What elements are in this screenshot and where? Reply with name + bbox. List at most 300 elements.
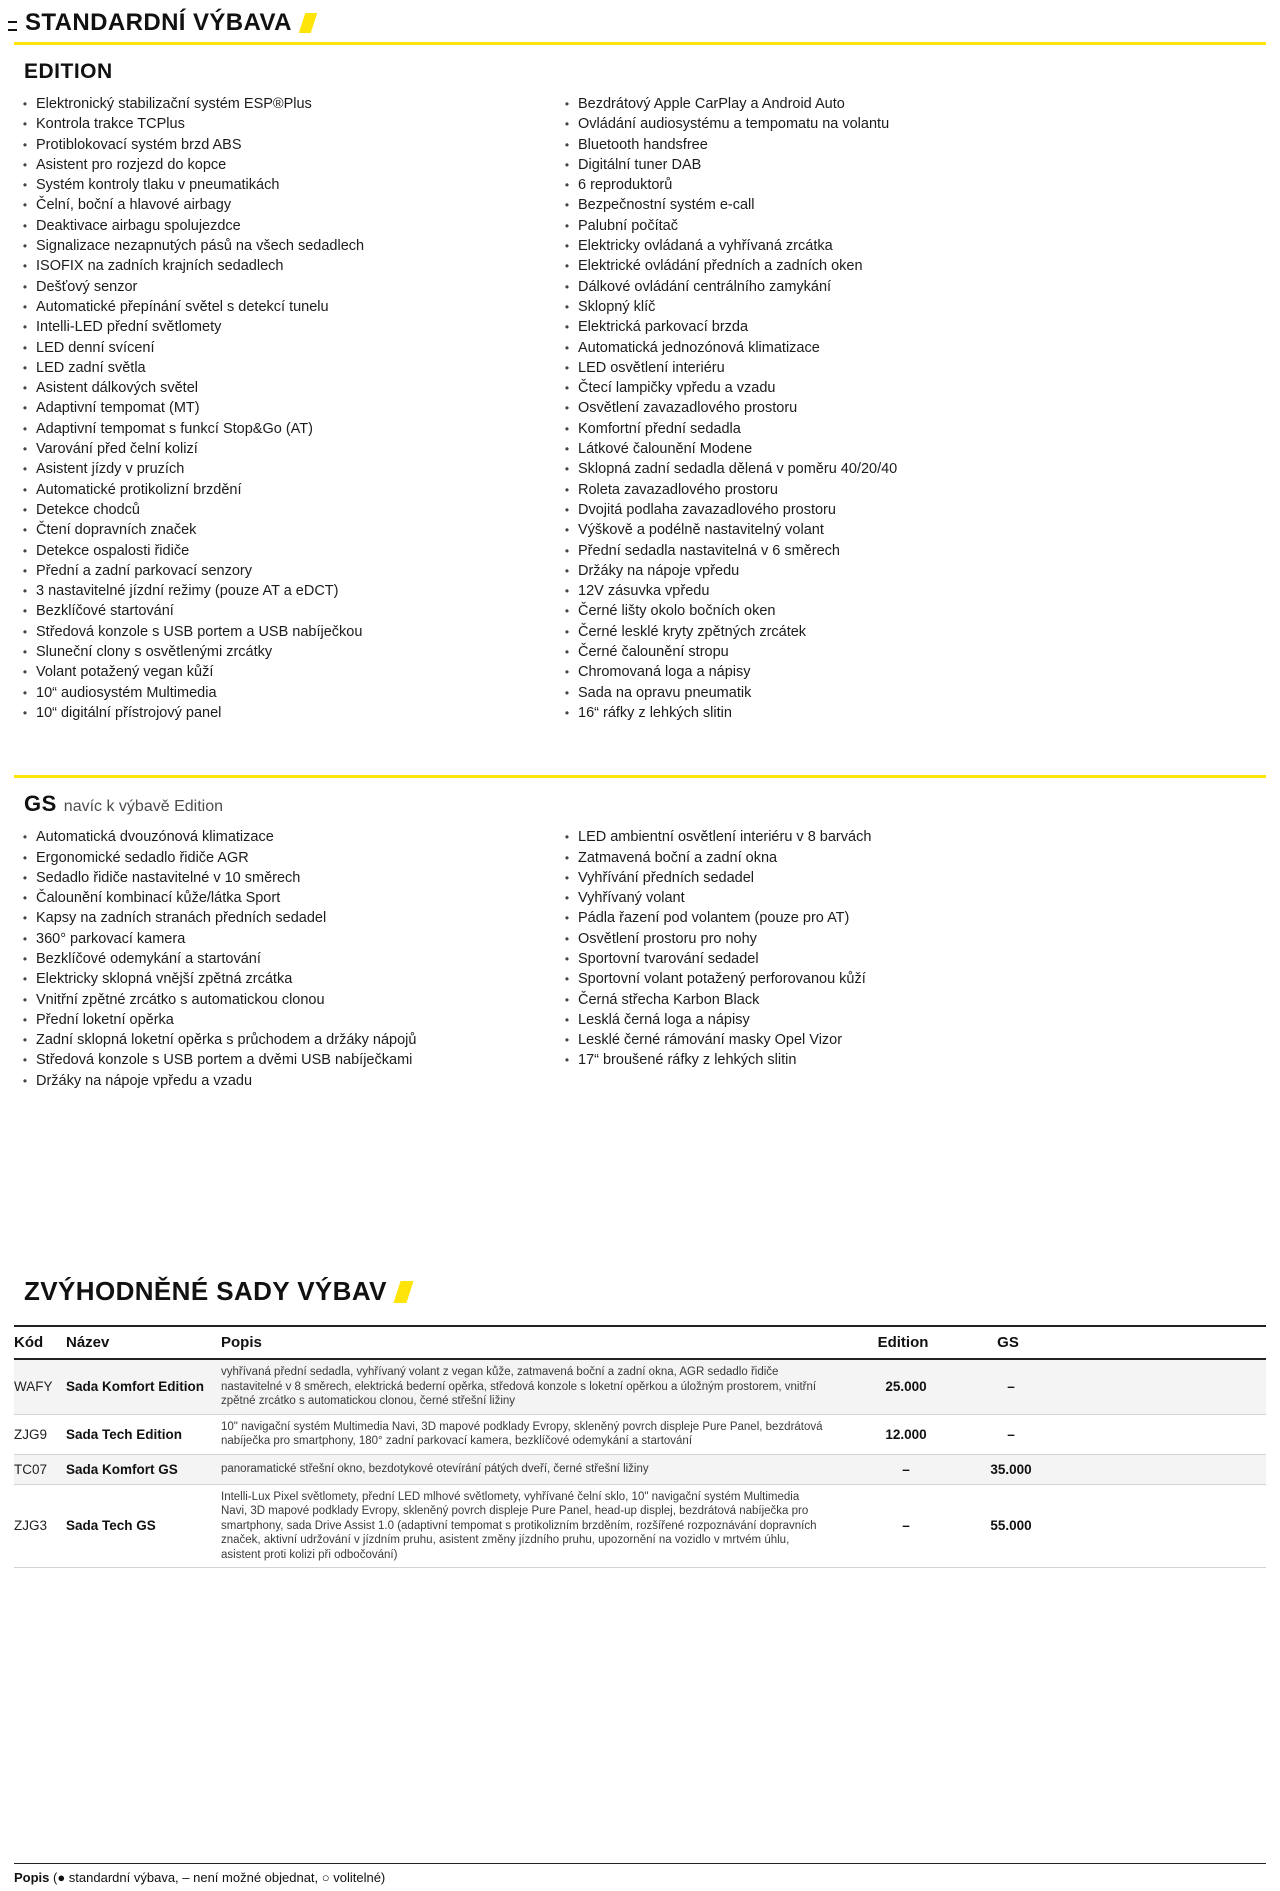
equipment-item-label: 16“ ráfky z lehkých slitin <box>578 704 732 721</box>
equipment-item-label: Signalizace nezapnutých pásů na všech sedadlech <box>36 238 365 255</box>
equipment-item <box>556 297 1266 317</box>
column-header-spacer <box>1051 1326 1266 1359</box>
bullet-icon: • <box>22 705 28 720</box>
bullet-icon: • <box>22 992 28 1007</box>
bullet-icon: • <box>564 1053 570 1068</box>
equipment-item-label: Lesklé černé rámování masky Opel Vizor <box>578 1032 843 1049</box>
equipment-item <box>556 256 1266 276</box>
bullet-icon: • <box>564 685 570 700</box>
column-header-edition: Edition <box>841 1326 971 1359</box>
equipment-item-label: Dešťový senzor <box>36 278 138 295</box>
bullet-icon: • <box>564 401 570 416</box>
bullet-icon: • <box>564 563 570 578</box>
column-header-popis: Popis <box>221 1326 841 1359</box>
equipment-item-label: Sedadlo řidiče nastavitelné v 10 směrech <box>36 869 301 886</box>
equipment-item-label: Adaptivní tempomat (MT) <box>36 400 200 417</box>
equipment-item-label: Sportovní tvarování sedadel <box>578 950 759 967</box>
equipment-item <box>556 135 1266 155</box>
bullet-icon: • <box>22 178 28 193</box>
equipment-item <box>14 622 556 642</box>
equipment-item-label: 6 reproduktorů <box>578 177 673 194</box>
package-price-gs: – <box>971 1414 1051 1454</box>
package-row <box>14 1359 1266 1414</box>
equipment-item-label: LED ambientní osvětlení interiéru v 8 barvách <box>578 829 872 846</box>
packages-table <box>14 1325 1266 1568</box>
equipment-item-label: Elektrické ovládání předních a zadních oken <box>578 258 863 275</box>
bullet-icon: • <box>564 299 570 314</box>
equipment-item-label: LED osvětlení interiéru <box>578 359 725 376</box>
equipment-item <box>14 848 556 868</box>
bullet-icon: • <box>22 624 28 639</box>
bullet-icon: • <box>564 259 570 274</box>
equipment-item <box>14 114 556 134</box>
bullet-icon: • <box>22 850 28 865</box>
equipment-item <box>14 581 556 601</box>
package-name: Sada Tech Edition <box>66 1414 221 1454</box>
equipment-item <box>14 1071 556 1091</box>
equipment-item <box>556 622 1266 642</box>
equipment-item-label: Černé lišty okolo bočních oken <box>578 603 776 620</box>
bullet-icon: • <box>22 259 28 274</box>
equipment-item <box>14 561 556 581</box>
package-price-edition: 25.000 <box>841 1359 971 1414</box>
edition-left-column <box>14 94 556 723</box>
equipment-item-label: Roleta zavazadlového prostoru <box>578 481 778 498</box>
gs-heading <box>0 778 1280 819</box>
bullet-icon: • <box>22 1012 28 1027</box>
package-price-edition: 12.000 <box>841 1414 971 1454</box>
equipment-item <box>556 277 1266 297</box>
equipment-item-label: Volant potažený vegan kůží <box>36 664 214 681</box>
equipment-item-label: 10“ audiosystém Multimedia <box>36 684 217 701</box>
equipment-item <box>556 1050 1266 1070</box>
equipment-item-label: 3 nastavitelné jízdní režimy (pouze AT a eDCT) <box>36 583 339 600</box>
equipment-item-label: Automatické protikolizní brzdění <box>36 481 242 498</box>
spacer-cell <box>1051 1484 1266 1568</box>
equipment-item-label: Asistent pro rozjezd do kopce <box>36 156 227 173</box>
bullet-icon: • <box>22 645 28 660</box>
bullet-icon: • <box>564 584 570 599</box>
equipment-item <box>14 969 556 989</box>
package-description: panoramatické střešní okno, bezdotykové otevírání pátých dveří, černé střešní ližiny <box>221 1454 841 1484</box>
package-price-gs: 35.000 <box>971 1454 1051 1484</box>
equipment-item <box>556 338 1266 358</box>
equipment-item-label: Elektronický stabilizační systém ESP®Plus <box>36 96 312 112</box>
equipment-item <box>14 908 556 928</box>
bullet-icon: • <box>564 665 570 680</box>
legend-footer <box>14 1863 1266 1885</box>
packages-table-head <box>14 1326 1266 1359</box>
bullet-icon: • <box>22 320 28 335</box>
equipment-item <box>556 358 1266 378</box>
equipment-item <box>556 541 1266 561</box>
equipment-item-label: Čtecí lampičky vpředu a vzadu <box>578 380 776 397</box>
equipment-item <box>14 642 556 662</box>
equipment-item <box>14 338 556 358</box>
bullet-icon: • <box>564 830 570 845</box>
bullet-icon: • <box>22 381 28 396</box>
bullet-icon: • <box>22 218 28 233</box>
equipment-item <box>14 175 556 195</box>
equipment-item-label: Osvětlení prostoru pro nohy <box>578 930 757 947</box>
bullet-icon: • <box>564 604 570 619</box>
edition-right-column <box>556 94 1266 723</box>
bullet-icon: • <box>22 685 28 700</box>
equipment-item <box>556 581 1266 601</box>
equipment-item <box>14 155 556 175</box>
equipment-item-label: 12V zásuvka vpředu <box>578 583 710 600</box>
equipment-item-label: Dvojitá podlaha zavazadlového prostoru <box>578 501 836 518</box>
equipment-item-label: Protiblokovací systém brzd ABS <box>36 136 242 153</box>
gs-heading-suffix: navíc k výbavě Edition <box>63 798 223 816</box>
equipment-item-label: Zatmavená boční a zadní okna <box>578 849 778 866</box>
equipment-item <box>14 94 556 114</box>
bullet-icon: • <box>564 911 570 926</box>
equipment-item <box>14 358 556 378</box>
equipment-item-label: Přední a zadní parkovací senzory <box>36 562 253 579</box>
bullet-icon: • <box>22 604 28 619</box>
equipment-item-label: Bezklíčové odemykání a startování <box>36 950 261 967</box>
equipment-item-label: Adaptivní tempomat s funkcí Stop&Go (AT) <box>36 420 313 437</box>
equipment-item <box>556 195 1266 215</box>
equipment-item-label: Vyhřívání předních sedadel <box>578 869 754 886</box>
equipment-item <box>556 1010 1266 1030</box>
gs-heading-title: GS <box>24 791 57 817</box>
equipment-item <box>556 703 1266 723</box>
bullet-icon: • <box>22 931 28 946</box>
column-header-gs: GS <box>971 1326 1051 1359</box>
bullet-icon: • <box>22 279 28 294</box>
bullet-icon: • <box>564 850 570 865</box>
spacer-cell <box>1051 1414 1266 1454</box>
equipment-item <box>14 277 556 297</box>
package-code: TC07 <box>14 1454 66 1484</box>
equipment-item-label: Čelní, boční a hlavové airbagy <box>36 197 232 214</box>
column-header-kod: Kód <box>14 1326 66 1359</box>
edition-section <box>0 45 1280 723</box>
equipment-item-label: Osvětlení zavazadlového prostoru <box>578 400 798 417</box>
equipment-item <box>14 459 556 479</box>
bullet-icon: • <box>564 320 570 335</box>
bullet-icon: • <box>22 137 28 152</box>
package-description: 10" navigační systém Multimedia Navi, 3D mapové podklady Evropy, skleněný povrch displeje Pure Panel, bezdrátová nabíječka pro smartphony, 180° zadní parkovací kamera, bezklíčové odemykání a startování <box>221 1414 841 1454</box>
bullet-icon: • <box>564 523 570 538</box>
package-row <box>14 1484 1266 1568</box>
gs-columns <box>0 819 1280 1091</box>
equipment-item-label: Pádla řazení pod volantem (pouze pro AT) <box>578 910 850 927</box>
equipment-item-label: Palubní počítač <box>578 217 678 234</box>
equipment-item <box>14 216 556 236</box>
bullet-icon: • <box>564 97 570 111</box>
equipment-item-label: Sklopný klíč <box>578 298 656 315</box>
gs-left-column <box>14 827 556 1091</box>
equipment-item <box>14 601 556 621</box>
bullet-icon: • <box>564 442 570 457</box>
equipment-item <box>556 94 1266 114</box>
equipment-item-label: 360° parkovací kamera <box>36 930 186 947</box>
edition-columns <box>0 86 1280 723</box>
equipment-item-label: Komfortní přední sedadla <box>578 420 741 437</box>
bullet-icon: • <box>22 1033 28 1048</box>
package-price-gs: – <box>971 1359 1051 1414</box>
equipment-item-label: Asistent dálkových světel <box>36 380 198 397</box>
package-description: Intelli-Lux Pixel světlomety, přední LED mlhové světlomety, vyhřívané čelní sklo, 10" navigační systém Multimedia Navi, 3D mapové podklady Evropy, skleněný povrch displeje Pure Panel, head-up displej, bezdrátová nabíječka pro smartphony, sada Drive Assist 1.0 (adaptivní tempomat s protikolizním brzděním, rozšířené rozpoznávání dopravních značek, aktivní udržování v jízdním pruhu, asistent změny jízdního pruhu, upozornění na vozidlo v mrtvém úhlu, asistent proti kolizi při odbočování) <box>221 1484 841 1568</box>
bullet-icon: • <box>564 117 570 132</box>
package-row <box>14 1454 1266 1484</box>
bullet-icon: • <box>564 239 570 254</box>
equipment-item-label: Středová konzole s USB portem a dvěmi USB nabíječkami <box>36 1052 413 1069</box>
equipment-item <box>556 908 1266 928</box>
equipment-item-label: Lesklá černá loga a nápisy <box>578 1011 750 1028</box>
edition-left-list <box>14 94 556 723</box>
equipment-item-label: Černé čalounění stropu <box>578 644 729 661</box>
equipment-item <box>14 398 556 418</box>
equipment-item-label: Vnitřní zpětné zrcátko s automatickou clonou <box>36 991 325 1008</box>
equipment-item <box>14 520 556 540</box>
bullet-icon: • <box>564 645 570 660</box>
gs-section <box>0 778 1280 1091</box>
equipment-item <box>556 868 1266 888</box>
equipment-item-label: Automatické přepínání světel s detekcí tunelu <box>36 298 329 315</box>
equipment-item <box>14 541 556 561</box>
equipment-item-label: Černá střecha Karbon Black <box>578 991 760 1008</box>
equipment-item <box>14 439 556 459</box>
equipment-item-label: Bezpečnostní systém e-call <box>578 197 755 214</box>
page-corner-mark-icon <box>8 21 17 31</box>
bullet-icon: • <box>564 951 570 966</box>
equipment-item <box>556 888 1266 908</box>
equipment-item-label: Bezdrátový Apple CarPlay a Android Auto <box>578 96 845 112</box>
equipment-item <box>556 500 1266 520</box>
bullet-icon: • <box>22 1053 28 1068</box>
equipment-item <box>14 888 556 908</box>
equipment-item-label: Elektricky sklopná vnější zpětná zrcátka <box>36 971 293 988</box>
bullet-icon: • <box>22 1073 28 1088</box>
legend-text: (● standardní výbava, – není možné objednat, ○ volitelné) <box>49 1870 386 1885</box>
equipment-item-label: Bezklíčové startování <box>36 603 174 620</box>
accent-slash-icon <box>393 1281 413 1303</box>
packages-header <box>0 1091 1280 1307</box>
package-price-gs: 55.000 <box>971 1484 1051 1568</box>
bullet-icon: • <box>22 911 28 926</box>
bullet-icon: • <box>564 624 570 639</box>
bullet-icon: • <box>564 870 570 885</box>
equipment-item-label: Látkové čalounění Modene <box>578 441 753 458</box>
equipment-item-label: Digitální tuner DAB <box>578 156 702 173</box>
equipment-item <box>14 1010 556 1030</box>
package-price-edition: – <box>841 1484 971 1568</box>
bullet-icon: • <box>22 584 28 599</box>
equipment-item-label: Přední loketní opěrka <box>36 1011 174 1028</box>
spacer-cell <box>1051 1454 1266 1484</box>
equipment-item <box>14 135 556 155</box>
equipment-item <box>14 480 556 500</box>
equipment-item <box>14 949 556 969</box>
edition-right-list <box>556 94 1266 723</box>
equipment-item-label: Varování před čelní kolizí <box>36 441 198 458</box>
equipment-item <box>556 419 1266 439</box>
bullet-icon: • <box>564 482 570 497</box>
equipment-item <box>14 683 556 703</box>
equipment-item <box>556 929 1266 949</box>
equipment-item-label: Chromovaná loga a nápisy <box>578 664 751 681</box>
bullet-icon: • <box>564 178 570 193</box>
equipment-item <box>556 114 1266 134</box>
equipment-item-label: Čtení dopravních značek <box>36 522 197 539</box>
equipment-item-label: Deaktivace airbagu spolujezdce <box>36 217 241 234</box>
equipment-item-label: 10“ digitální přístrojový panel <box>36 704 222 721</box>
bullet-icon: • <box>564 502 570 517</box>
column-header-nazev: Název <box>66 1326 221 1359</box>
bullet-icon: • <box>564 157 570 172</box>
bullet-icon: • <box>564 1012 570 1027</box>
equipment-item <box>556 520 1266 540</box>
equipment-item-label: Intelli-LED přední světlomety <box>36 319 222 336</box>
equipment-item-label: Automatická jednozónová klimatizace <box>578 339 820 356</box>
gs-left-list <box>14 827 556 1091</box>
equipment-item <box>556 398 1266 418</box>
equipment-item-label: Systém kontroly tlaku v pneumatikách <box>36 177 280 194</box>
bullet-icon: • <box>564 1033 570 1048</box>
equipment-item <box>556 642 1266 662</box>
equipment-item-label: Ergonomické sedadlo řidiče AGR <box>36 849 249 866</box>
bullet-icon: • <box>22 482 28 497</box>
equipment-item-label: Automatická dvouzónová klimatizace <box>36 829 274 846</box>
equipment-item <box>556 662 1266 682</box>
bullet-icon: • <box>22 951 28 966</box>
packages-table-body <box>14 1359 1266 1568</box>
bullet-icon: • <box>22 891 28 906</box>
equipment-item <box>14 256 556 276</box>
package-price-edition: – <box>841 1454 971 1484</box>
equipment-item <box>556 216 1266 236</box>
bullet-icon: • <box>22 462 28 477</box>
equipment-item <box>556 848 1266 868</box>
bullet-icon: • <box>564 381 570 396</box>
equipment-item-label: Sada na opravu pneumatik <box>578 684 752 701</box>
bullet-icon: • <box>22 340 28 355</box>
equipment-item <box>556 990 1266 1010</box>
bullet-icon: • <box>22 421 28 436</box>
equipment-item <box>556 378 1266 398</box>
spacer-cell <box>1051 1359 1266 1414</box>
bullet-icon: • <box>22 563 28 578</box>
packages-header-row <box>14 1326 1266 1359</box>
equipment-item <box>556 439 1266 459</box>
bullet-icon: • <box>564 931 570 946</box>
equipment-item-label: Sklopná zadní sedadla dělená v poměru 40/20/40 <box>578 461 898 478</box>
equipment-item-label: Kontrola trakce TCPlus <box>36 116 185 133</box>
bullet-icon: • <box>564 972 570 987</box>
bullet-icon: • <box>22 665 28 680</box>
bullet-icon: • <box>564 543 570 558</box>
equipment-item <box>556 683 1266 703</box>
bullet-icon: • <box>22 830 28 845</box>
equipment-item <box>14 500 556 520</box>
bullet-icon: • <box>22 117 28 132</box>
bullet-icon: • <box>22 97 28 111</box>
packages-title: ZVÝHODNĚNÉ SADY VÝBAV <box>24 1276 387 1307</box>
equipment-item-label: Kapsy na zadních stranách předních sedadel <box>36 910 327 927</box>
package-code: ZJG9 <box>14 1414 66 1454</box>
bullet-icon: • <box>22 502 28 517</box>
bullet-icon: • <box>22 442 28 457</box>
equipment-item-label: Dálkové ovládání centrálního zamykání <box>578 278 832 295</box>
equipment-item-label: Středová konzole s USB portem a USB nabíječkou <box>36 623 363 640</box>
bullet-icon: • <box>564 198 570 213</box>
package-name: Sada Komfort Edition <box>66 1359 221 1414</box>
package-row <box>14 1414 1266 1454</box>
page-title: STANDARDNÍ VÝBAVA <box>25 9 292 36</box>
legend-label: Popis <box>14 1870 50 1885</box>
equipment-item-label: LED zadní světla <box>36 359 146 376</box>
bullet-icon: • <box>564 340 570 355</box>
equipment-item <box>556 1030 1266 1050</box>
equipment-item <box>556 317 1266 337</box>
equipment-item <box>14 990 556 1010</box>
equipment-item <box>14 1050 556 1070</box>
equipment-item-label: Asistent jízdy v pruzích <box>36 461 185 478</box>
bullet-icon: • <box>564 137 570 152</box>
equipment-item <box>556 949 1266 969</box>
equipment-item <box>14 236 556 256</box>
equipment-item <box>556 155 1266 175</box>
equipment-item <box>556 827 1266 847</box>
edition-heading: EDITION <box>24 60 113 83</box>
bullet-icon: • <box>22 157 28 172</box>
equipment-item <box>556 969 1266 989</box>
equipment-item <box>556 175 1266 195</box>
equipment-item-label: Držáky na nápoje vpředu a vzadu <box>36 1072 253 1089</box>
bullet-icon: • <box>564 279 570 294</box>
bullet-icon: • <box>564 360 570 375</box>
equipment-item-label: Elektricky ovládaná a vyhřívaná zrcátka <box>578 238 833 255</box>
bullet-icon: • <box>22 401 28 416</box>
bullet-icon: • <box>564 891 570 906</box>
equipment-item <box>556 459 1266 479</box>
equipment-item <box>14 195 556 215</box>
bullet-icon: • <box>22 299 28 314</box>
bullet-icon: • <box>564 705 570 720</box>
package-code: WAFY <box>14 1359 66 1414</box>
equipment-item-label: Sluneční clony s osvětlenými zrcátky <box>36 644 273 661</box>
bullet-icon: • <box>22 198 28 213</box>
accent-slash-icon <box>299 13 317 33</box>
bullet-icon: • <box>564 421 570 436</box>
equipment-item <box>14 378 556 398</box>
equipment-item-label: Přední sedadla nastavitelná v 6 směrech <box>578 542 840 559</box>
equipment-item-label: Černé lesklé kryty zpětných zrcátek <box>578 623 807 640</box>
equipment-item-label: Bluetooth handsfree <box>578 136 708 153</box>
package-name: Sada Tech GS <box>66 1484 221 1568</box>
bullet-icon: • <box>564 218 570 233</box>
bullet-icon: • <box>564 462 570 477</box>
equipment-item <box>14 827 556 847</box>
package-description: vyhřívaná přední sedadla, vyhřívaný volant z vegan kůže, zatmavená boční a zadní okna, AGR sedadlo řidiče nastavitelné v 8 směrech, elektrická bederní opěrka, středová konzole s loketní opěrkou a úložným prostorem, vnitřní zpětné zrcátko s automatickou clonou, černé střešní ližiny <box>221 1359 841 1414</box>
equipment-item <box>556 480 1266 500</box>
equipment-item-label: Vyhřívaný volant <box>578 890 685 907</box>
equipment-item-label: Detekce chodců <box>36 501 140 518</box>
bullet-icon: • <box>22 360 28 375</box>
bullet-icon: • <box>22 972 28 987</box>
equipment-item <box>14 1030 556 1050</box>
equipment-item-label: Držáky na nápoje vpředu <box>578 562 740 579</box>
bullet-icon: • <box>22 523 28 538</box>
equipment-item <box>556 561 1266 581</box>
equipment-item-label: Detekce ospalosti řidiče <box>36 542 190 559</box>
equipment-item <box>14 662 556 682</box>
bullet-icon: • <box>564 992 570 1007</box>
